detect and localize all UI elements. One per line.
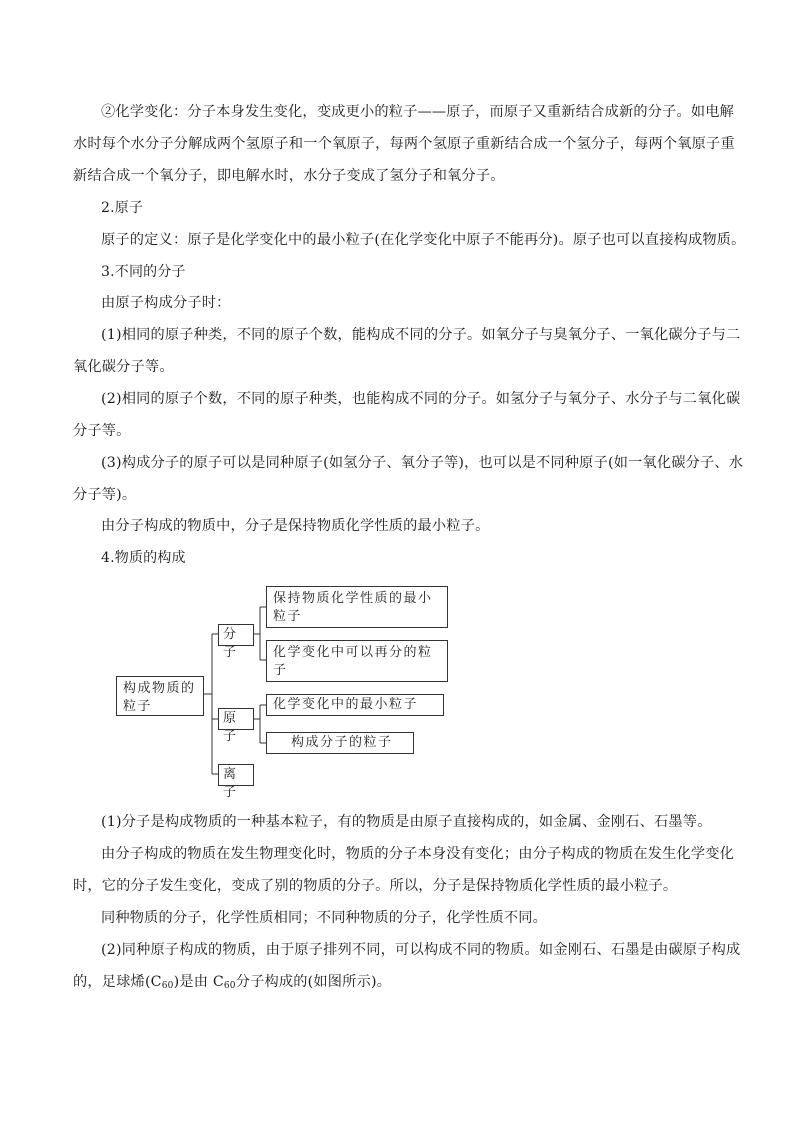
paragraph-rule-3: (3)构成分子的原子可以是同种原子(如氢分子、氧分子等)，也可以是不同种原子(如一氧化碳分子、水 分子等)。: [73, 455, 744, 503]
paragraph-allotropes: (2)同种原子构成的物质，由于原子排列不同，可以构成不同的物质。如金刚石、石墨是由碳原子构成 的，足球烯$(C_{60})$是由 $C_{60}$分子构成的(如图所示)。: [73, 934, 723, 998]
paragraph-molecule-property: 由分子构成的物质中，分子是保持物质化学性质的最小粒子。: [101, 518, 490, 534]
root-node: 构成物质的粒子: [116, 676, 204, 716]
paragraph-same-molecule: 同种物质的分子，化学性质相同；不同种物质的分子，化学性质不同。: [101, 910, 548, 926]
text-line: 水时每个水分子分解成两个氢原子和一个氧原子，每两个氢原子重新结合成一个氢分子，每两个氧原子重: [73, 136, 735, 152]
paragraph-atom-definition: 原子的定义：原子是化学变化中的最小粒子(在化学变化中原子不能再分)。原子也可以直接构成物质。: [101, 232, 746, 248]
atom-node: 原子: [218, 708, 254, 730]
composition-tree-diagram: [100, 578, 460, 800]
molecule-description-1: 保持物质化学性质的最小粒子: [266, 586, 448, 628]
molecule-node: 分子: [218, 624, 254, 646]
heading-different-molecules: 3.不同的分子: [101, 264, 186, 280]
paragraph-rule-2: (2)相同的原子个数，不同的原子种类，也能构成不同的分子。如氢分子与氧分子、水分子与二氧化碳 分子等。: [73, 391, 741, 439]
ion-node: 离子: [218, 764, 254, 786]
text-line: ②化学变化：分子本身发生变化，变成更小的粒子——原子，而原子又重新结合成新的分子。如电解: [101, 104, 735, 120]
paragraph-basic-particle: (1)分子是构成物质的一种基本粒子，有的物质是由原子直接构成的，如金属、金刚石、石墨等。: [101, 814, 712, 830]
heading-atom: 2.原子: [101, 200, 144, 216]
paragraph-physical-chemical-change: 由分子构成的物质在发生物理变化时，物质的分子本身没有变化；由分子构成的物质在发生化学变化 时，它的分子发生变化，变成了别的物质的分子。所以，分子是保持物质化学性质的最小粒子。: [73, 846, 735, 894]
atom-description-2: 构成分子的粒子: [266, 732, 414, 754]
paragraph-rule-1: (1)相同的原子种类，不同的原子个数，能构成不同的分子。如氧分子与臭氧分子、一氧化碳分子与二 氧化碳分子等。: [73, 327, 741, 375]
paragraph-molecule-intro: 由原子构成分子时：: [101, 295, 231, 311]
molecule-description-2: 化学变化中可以再分的粒子: [266, 640, 448, 682]
text-line-fullerene: 的，足球烯$(C_{60})$是由 $C_{60}$分子构成的(如图所示)。: [73, 974, 392, 991]
text-line: 新结合成一个氧分子，即电解水时，水分子变成了氢分子和氧分子。: [73, 168, 505, 184]
heading-composition: 4.物质的构成: [101, 550, 186, 566]
paragraph-chemical-change: [73, 96, 735, 192]
atom-description-1: 化学变化中的最小粒子: [266, 694, 444, 716]
